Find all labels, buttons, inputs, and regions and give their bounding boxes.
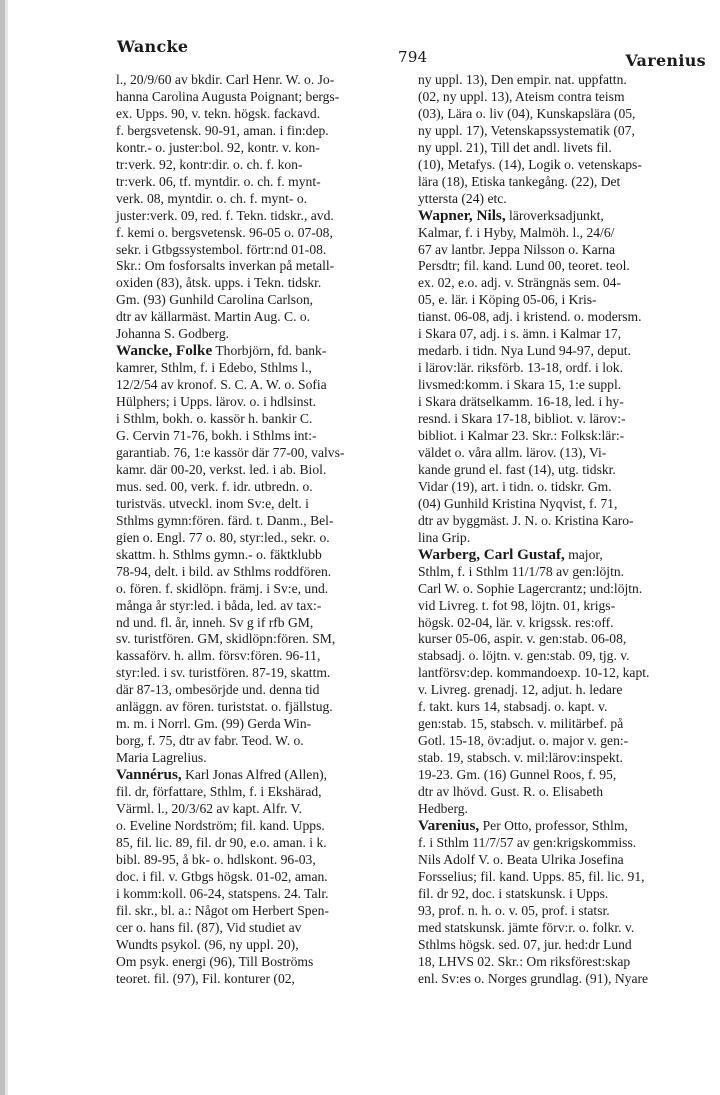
line-text: skattm. h. Sthlms gymn.- o. fäktklubb <box>116 546 322 562</box>
line-text: i komm:koll. 06-24, statspens. 24. Talr. <box>116 885 329 901</box>
text-line <box>116 971 406 988</box>
line-text: G. Cervin 71-76, bokh. i Sthlms int:- <box>116 428 317 444</box>
line-text: många år styr:led. i båda, led. av tax:- <box>116 597 322 613</box>
line-text: 12/2/54 av kronof. S. C. A. W. o. Sofia <box>116 377 327 393</box>
line-text: Maria Lagrelius. <box>116 750 207 766</box>
line-text: o. Eveline Nordström; fil. kand. Upps. <box>116 817 325 833</box>
text-line <box>418 462 710 479</box>
text-line <box>116 716 406 733</box>
line-text: 85, fil. lic. 89, fil. dr 90, e.o. aman. i k. <box>116 834 327 850</box>
text-line <box>418 852 710 869</box>
line-text: 93, prof. n. h. o. v. 05, prof. i statsr. <box>418 902 610 918</box>
text-line <box>116 496 406 513</box>
text-line <box>116 513 406 530</box>
line-text: tianst. 06-08, adj. i kristend. o. modersm. <box>418 309 642 325</box>
line-text: f. bergsvetensk. 90-91, aman. i fin:dep. <box>116 122 329 138</box>
line-text: (04) Gunhild Kristina Nyqvist, f. 71, <box>418 495 618 511</box>
line-text: Gotl. 15-18, öv:adjut. o. major v. gen:- <box>418 733 629 749</box>
text-line <box>116 377 406 394</box>
line-text: kamrer, Sthlm, f. i Edebo, Sthlms l., <box>116 360 312 376</box>
text-line <box>418 682 710 699</box>
text-line <box>116 869 406 886</box>
line-text: Karl Jonas Alfred (Allen), <box>181 767 328 783</box>
text-line <box>418 801 710 818</box>
line-text: gien o. Engl. 77 o. 80, styr:led., sekr. o. <box>116 529 330 545</box>
line-text: bibl. 89-95, å bk- o. hdlskont. 96-03, <box>116 851 316 867</box>
text-line <box>116 394 406 411</box>
text-line <box>116 665 406 682</box>
text-line <box>418 191 710 208</box>
line-text: turistväs. utveckl. inom Sv:e, delt. i <box>116 495 309 511</box>
text-line <box>116 309 406 326</box>
line-text: kassaförv. h. allm. försv:fören. 96-11, <box>116 648 321 664</box>
line-text: (03), Lära o. liv (04), Kunskapslära (05, <box>418 105 636 121</box>
text-line <box>418 140 710 157</box>
line-text: stabsadj. o. löjtn. v. gen:stab. 09, tjg. v. <box>418 648 630 664</box>
line-text: ny uppl. 21), Till det andl. livets fil. <box>418 139 612 155</box>
line-text: Per Otto, professor, Sthlm, <box>479 817 628 833</box>
line-text: Nils Adolf V. o. Beata Ulrika Josefina <box>418 851 624 867</box>
text-line <box>116 208 406 225</box>
text-line <box>116 411 406 428</box>
line-text: ex. 02, e.o. adj. v. Strängnäs sem. 04- <box>418 275 621 291</box>
text-line <box>418 530 710 547</box>
line-text: Wundts psykol. (96, ny uppl. 20), <box>116 936 299 952</box>
text-line <box>116 920 406 937</box>
line-text: Sthlms gymn:fören. färd. t. Danm., Bel- <box>116 512 334 528</box>
text-line <box>116 326 406 343</box>
line-text: o. fören. f. skidlöpn. främj. i Sv:e, und. <box>116 580 329 596</box>
line-text: dtr av källarmäst. Martin Aug. C. o. <box>116 309 311 325</box>
line-text: Johanna S. Godberg. <box>116 326 230 342</box>
line-text: Thorbjörn, fd. bank- <box>212 343 327 359</box>
text-line <box>418 275 710 292</box>
line-text: yttersta (24) etc. <box>418 190 507 206</box>
line-text: läroverksadjunkt, <box>505 207 604 223</box>
text-line <box>116 818 406 835</box>
text-line <box>418 513 710 530</box>
text-line <box>418 699 710 716</box>
line-text: ny uppl. 17), Vetenskapssystematik (07, <box>418 122 635 138</box>
text-line <box>418 886 710 903</box>
text-line <box>418 496 710 513</box>
text-line <box>418 903 710 920</box>
text-line <box>116 615 406 632</box>
line-text: fil. skr., bl. a.: Något om Herbert Spen- <box>116 902 329 918</box>
text-line <box>418 598 710 615</box>
line-text: Vidar (19), art. i tidn. o. tidskr. Gm. <box>418 478 612 494</box>
line-text: f. i Sthlm 11/7/57 av gen:krigskommiss. <box>418 834 637 850</box>
text-line <box>116 733 406 750</box>
line-text: Sthlm, f. i Sthlm 11/1/78 av gen:löjtn. <box>418 563 625 579</box>
text-line <box>116 89 406 106</box>
line-text: högsk. 02-04, lär. v. krigssk. res:off. <box>418 614 614 630</box>
text-line <box>418 360 710 377</box>
line-text: garantiab. 76, 1:e kassör där 77-00, valvs- <box>116 444 345 460</box>
line-text: Persdtr; fil. kand. Lund 00, teoret. teol. <box>418 258 630 274</box>
line-text: v. Livreg. grenadj. 12, adjut. h. ledare <box>418 682 623 698</box>
text-line <box>418 479 710 496</box>
text-line <box>116 886 406 903</box>
text-line <box>116 682 406 699</box>
text-line <box>116 292 406 309</box>
line-text: fil. dr, författare, Sthlm, f. i Ekshärad, <box>116 784 322 800</box>
page-number: 794 <box>398 48 428 66</box>
line-text: juster:verk. 09, red. f. Tekn. tidskr., avd. <box>116 207 334 223</box>
text-line <box>116 191 406 208</box>
text-line <box>418 665 710 682</box>
text-line <box>116 581 406 598</box>
line-text: bibliot. i Kalmar 23. Skr.: Folksk:lär:- <box>418 428 625 444</box>
text-line <box>116 937 406 954</box>
line-text: lära (18), Etiska tankegång. (22), Det <box>418 173 621 189</box>
line-text: lina Grip. <box>418 529 471 545</box>
text-line <box>418 174 710 191</box>
text-line <box>418 648 710 665</box>
entry-heading-line <box>116 343 406 360</box>
line-text: verk. 08, myntdir. o. ch. f. mynt- o. <box>116 190 308 206</box>
line-text: i Skara 07, adj. i s. ämn. i Kalmar 17, <box>418 326 622 342</box>
line-text: gen:stab. 15, stabsch. v. militärbef. på <box>418 716 624 732</box>
line-text: kurser 05-06, aspir. v. gen:stab. 06-08, <box>418 631 627 647</box>
line-text: (02, ny uppl. 13), Ateism contra teism <box>418 88 625 104</box>
line-text: nd und. fl. år, inneh. Sv g if rfb GM, <box>116 614 314 630</box>
text-line <box>116 801 406 818</box>
entry-headword: Vannérus, <box>116 766 182 784</box>
text-line <box>116 123 406 140</box>
line-text: anläggn. av fören. turiststat. o. fjällstug. <box>116 699 333 715</box>
line-text: med statskunsk. jämte förv:r. o. folkr. v. <box>418 919 635 935</box>
text-line <box>116 750 406 767</box>
text-line <box>418 615 710 632</box>
line-text: 18, LHVS 02. Skr.: Om riksförest:skap <box>418 953 631 969</box>
entry-headword: Warberg, Carl Gustaf, <box>418 545 565 563</box>
line-text: kamr. där 00-20, verkst. led. i ab. Biol. <box>116 461 327 477</box>
text-line <box>418 411 710 428</box>
right-column <box>418 72 710 987</box>
entry-headword: Wancke, Folke <box>116 342 213 360</box>
line-text: teoret. fil. (97), Fil. konturer (02, <box>116 970 295 986</box>
line-text: hanna Carolina Augusta Poignant; bergs- <box>116 88 340 104</box>
text-line <box>116 479 406 496</box>
line-text: där 87-13, ombesörjde und. denna tid <box>116 682 320 698</box>
entry-headword: Wapner, Nils, <box>418 206 506 224</box>
entry-heading-line <box>116 767 406 784</box>
text-line <box>418 869 710 886</box>
text-line <box>418 394 710 411</box>
text-line <box>418 581 710 598</box>
text-line <box>418 225 710 242</box>
text-line <box>116 157 406 174</box>
text-line <box>418 89 710 106</box>
line-text: 05, e. lär. i Köping 05-06, i Kris- <box>418 292 597 308</box>
line-text: ex. Upps. 90, v. tekn. högsk. fackavd. <box>116 105 321 121</box>
line-text: livsmed:komm. i Skara 15, 1:e suppl. <box>418 377 622 393</box>
text-line <box>116 954 406 971</box>
text-line <box>418 750 710 767</box>
text-line <box>418 716 710 733</box>
text-line <box>116 140 406 157</box>
text-line <box>116 225 406 242</box>
line-text: stab. 19, stabsch. v. mil:lärov:inspekt. <box>418 750 623 766</box>
text-line <box>116 835 406 852</box>
line-text: f. kemi o. bergsvetensk. 96-05 o. 07-08, <box>116 224 333 240</box>
text-line <box>418 971 710 988</box>
text-line <box>418 920 710 937</box>
left-column <box>116 72 406 987</box>
text-line <box>418 377 710 394</box>
line-text: borg, f. 75, dtr av fabr. Teod. W. o. <box>116 733 304 749</box>
line-text: Carl W. o. Sophie Lagercrantz; und:löjtn. <box>418 580 643 596</box>
scan-edge-shadow-light <box>5 0 8 1095</box>
line-text: Värml. l., 20/3/62 av kapt. Alfr. V. <box>116 800 303 816</box>
entry-headword: Varenius, <box>418 816 480 834</box>
line-text: medarb. i tidn. Nya Lund 94-97, deput. <box>418 343 631 359</box>
text-line <box>418 72 710 89</box>
line-text: Gm. (93) Gunhild Carolina Carlson, <box>116 292 314 308</box>
line-text: m. m. i Norrl. Gm. (99) Gerda Win- <box>116 716 312 732</box>
text-line <box>116 106 406 123</box>
entry-heading-line <box>418 208 710 225</box>
running-head-right: Varenius <box>625 51 706 70</box>
line-text: resnd. i Skara 17-18, bibliot. v. lärov:- <box>418 411 626 427</box>
line-text: l., 20/9/60 av bkdir. Carl Henr. W. o. Jo- <box>116 72 335 87</box>
line-text: styr:led. i sv. turistfören. 87-19, skattm. <box>116 665 331 681</box>
text-line <box>116 174 406 191</box>
line-text: f. takt. kurs 14, stabsadj. o. kapt. v. <box>418 699 608 715</box>
line-text: i Sthlm, bokh. o. kassör h. bankir C. <box>116 411 313 427</box>
text-line <box>116 428 406 445</box>
running-head-left: Wancke <box>117 37 189 56</box>
line-text: i Skara drätselkamm. 16-18, led. i hy- <box>418 394 624 410</box>
text-line <box>116 903 406 920</box>
line-text: mus. sed. 00, verk. f. idr. utbredn. o. <box>116 478 313 494</box>
text-line <box>418 106 710 123</box>
line-text: Hedberg. <box>418 800 468 816</box>
text-line <box>418 343 710 360</box>
line-text: vid Livreg. t. fot 98, löjtn. 01, krigs- <box>418 597 616 613</box>
text-line <box>116 699 406 716</box>
text-line <box>116 564 406 581</box>
line-text: tr:verk. 06, tf. myntdir. o. ch. f. mynt- <box>116 173 321 189</box>
text-line <box>418 123 710 140</box>
text-line <box>116 598 406 615</box>
text-line <box>116 547 406 564</box>
text-line <box>418 631 710 648</box>
text-line <box>116 72 406 89</box>
line-text: enl. Sv:es o. Norges grundlag. (91), Nyare <box>418 970 649 986</box>
text-line <box>418 835 710 852</box>
text-line <box>418 428 710 445</box>
line-text: dtr av byggmäst. J. N. o. Kristina Karo- <box>418 512 634 528</box>
text-line <box>116 784 406 801</box>
text-line <box>418 937 710 954</box>
text-line <box>418 767 710 784</box>
line-text: Skr.: Om fosforsalts inverkan på metall- <box>116 258 335 274</box>
line-text: dtr av lhövd. Gust. R. o. Elisabeth <box>418 784 604 800</box>
line-text: Forsselius; fil. kand. Upps. 85, fil. lic. 91, <box>418 868 645 884</box>
line-text: kande grund el. fast (14), utg. tidskr. <box>418 461 616 477</box>
line-text: cer o. hans fil. (87), Vid studiet av <box>116 919 302 935</box>
line-text: sekr. i Gtbgssystembol. förtr:nd 01-08. <box>116 241 327 257</box>
entry-heading-line <box>418 547 710 564</box>
line-text: ny uppl. 13), Den empir. nat. uppfattn. <box>418 72 627 87</box>
line-text: oxiden (83), åtsk. upps. i Tekn. tidskr. <box>116 275 322 291</box>
line-text: väldet o. våra allm. lärov. (13), Vi- <box>418 444 607 460</box>
text-line <box>418 326 710 343</box>
line-text: fil. dr 92, doc. i statskunsk. i Upps. <box>418 885 609 901</box>
text-line <box>116 631 406 648</box>
text-line <box>116 360 406 377</box>
text-line <box>418 242 710 259</box>
text-line <box>418 258 710 275</box>
text-line <box>116 242 406 259</box>
text-line <box>116 445 406 462</box>
line-text: Kalmar, f. i Hyby, Malmöh. l., 24/6/ <box>418 224 615 240</box>
line-text: kontr.- o. juster:bol. 92, kontr. v. kon- <box>116 139 320 155</box>
line-text: major, <box>564 546 603 562</box>
text-line <box>116 530 406 547</box>
text-line <box>418 157 710 174</box>
text-line <box>116 462 406 479</box>
text-line <box>418 784 710 801</box>
text-line <box>418 309 710 326</box>
text-line <box>418 292 710 309</box>
line-text: sv. turistfören. GM, skidlöpn:fören. SM, <box>116 631 336 647</box>
text-line <box>418 564 710 581</box>
line-text: 78-94, delt. i bild. av Sthlms roddfören. <box>116 563 332 579</box>
text-line <box>116 852 406 869</box>
line-text: i lärov:lär. riksförb. 13-18, ordf. i lok. <box>418 360 624 376</box>
line-text: Hülphers; i Upps. lärov. o. i hdlsinst. <box>116 394 316 410</box>
entry-heading-line <box>418 818 710 835</box>
line-text: doc. i fil. v. Gtbgs högsk. 01-02, aman. <box>116 868 328 884</box>
line-text: Sthlms högsk. sed. 07, jur. hed:dr Lund <box>418 936 632 952</box>
line-text: 67 av lantbr. Jeppa Nilsson o. Karna <box>418 241 616 257</box>
text-line <box>418 954 710 971</box>
line-text: lantförsv:dep. kommandoexp. 10-12, kapt. <box>418 665 650 681</box>
line-text: (10), Metafys. (14), Logik o. vetenskaps- <box>418 156 642 172</box>
text-line <box>116 275 406 292</box>
line-text: Om psyk. energi (96), Till Boströms <box>116 953 314 969</box>
text-line <box>418 733 710 750</box>
line-text: tr:verk. 92, kontr:dir. o. ch. f. kon- <box>116 156 303 172</box>
line-text: 19-23. Gm. (16) Gunnel Roos, f. 95, <box>418 767 617 783</box>
text-line <box>116 258 406 275</box>
text-line <box>418 445 710 462</box>
text-line <box>116 648 406 665</box>
